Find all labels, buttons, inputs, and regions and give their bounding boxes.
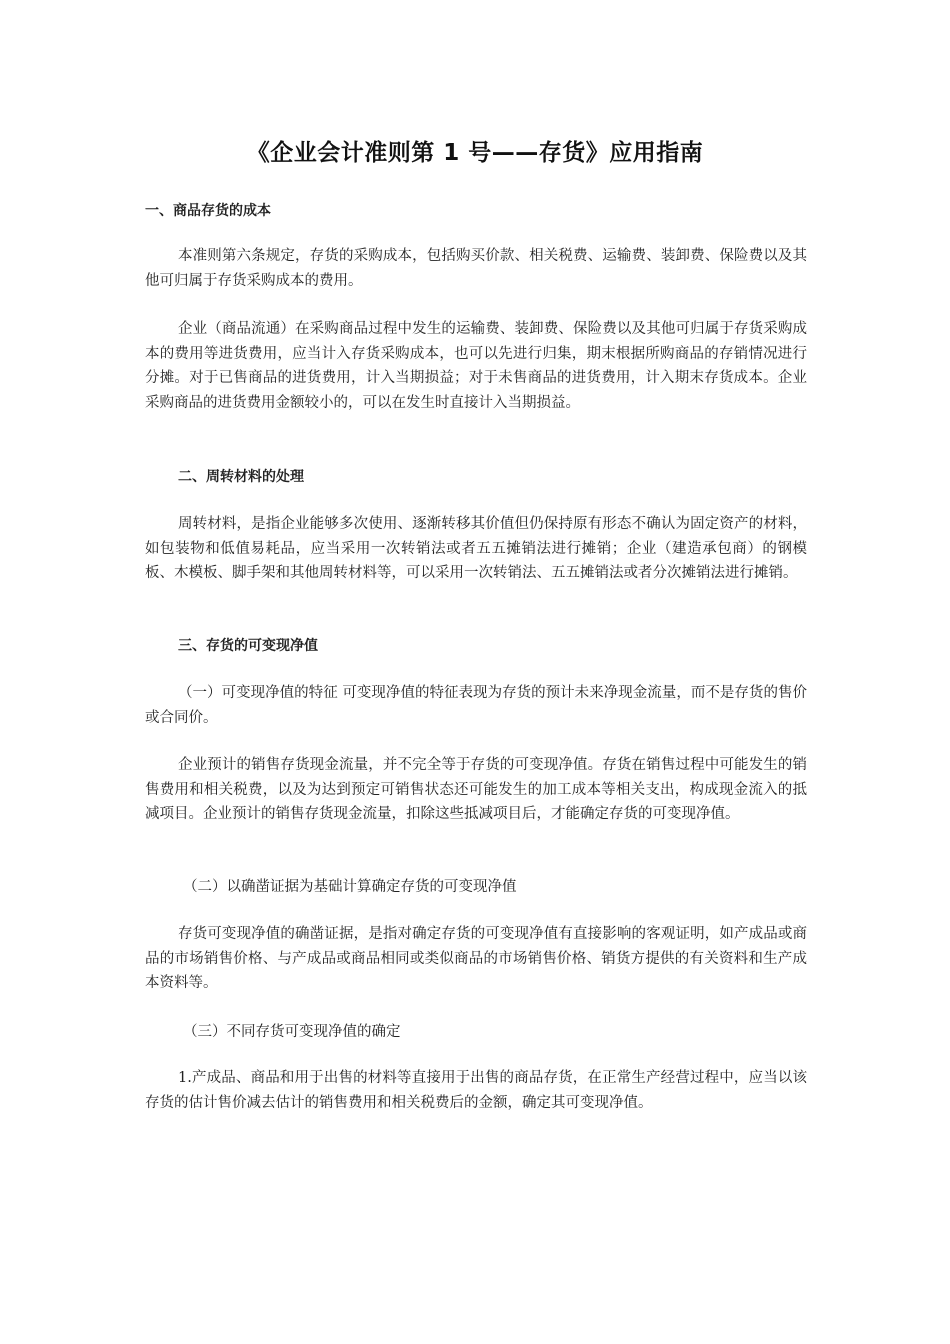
- paragraph-1-2: 企业（商品流通）在采购商品过程中发生的运输费、装卸费、保险费以及其他可归属于存货采购成本的费用等进货费用，应当计入存货采购成本，也可以先进行归集，期末根据所购商品的存销情况进行分摊。对于已售商品的进货费用，计入当期损益；对于未售商品的进货费用，计入期末存货成本。企业采购商品的进货费用金额较小的，可以在发生时直接计入当期损益。: [145, 321, 807, 411]
- paragraph-3-2: 企业预计的销售存货现金流量，并不完全等于存货的可变现净值。存货在销售过程中可能发生的销售费用和相关税费，以及为达到预定可销售状态还可能发生的加工成本等相关支出，构成现金流入的抵减项目。企业预计的销售存货现金流量，扣除这些抵减项目后，才能确定存货的可变现净值。: [145, 757, 807, 822]
- paragraph-1-1: 本准则第六条规定，存货的采购成本，包括购买价款、相关税费、运输费、装卸费、保险费以及其他可归属于存货采购成本的费用。: [145, 248, 807, 289]
- section-heading-2: 二、周转材料的处理: [178, 469, 304, 485]
- paragraph-2-1: 周转材料，是指企业能够多次使用、逐渐转移其价值但仍保持原有形态不确认为固定资产的材料，如包装物和低值易耗品，应当采用一次转销法或者五五摊销法进行摊销；企业（建造承包商）的钢模板、木模板、脚手架和其他周转材料等，可以采用一次转销法、五五摊销法或者分次摊销法进行摊销。: [145, 516, 807, 581]
- subheading-3-3: （三）不同存货可变现净值的确定: [183, 1024, 401, 1040]
- paragraph-3-4: 1.产成品、商品和用于出售的材料等直接用于出售的商品存货，在正常生产经营过程中，应当以该存货的估计售价减去估计的销售费用和相关税费后的金额，确定其可变现净值。: [145, 1070, 807, 1111]
- section-heading-1: 一、商品存货的成本: [145, 203, 271, 219]
- paragraph-3-1: （一）可变现净值的特征 可变现净值的特征表现为存货的预计未来净现金流量，而不是存货的售价或合同价。: [145, 685, 807, 726]
- section-heading-3: 三、存货的可变现净值: [178, 638, 318, 654]
- paragraph-3-3: 存货可变现净值的确凿证据，是指对确定存货的可变现净值有直接影响的客观证明，如产成品或商品的市场销售价格、与产成品或商品相同或类似商品的市场销售价格、销货方提供的有关资料和生产成本资料等。: [145, 926, 807, 991]
- subheading-3-2: （二）以确凿证据为基础计算确定存货的可变现净值: [183, 879, 517, 895]
- document-title: 《企业会计准则第 1 号——存货》应用指南: [246, 140, 704, 166]
